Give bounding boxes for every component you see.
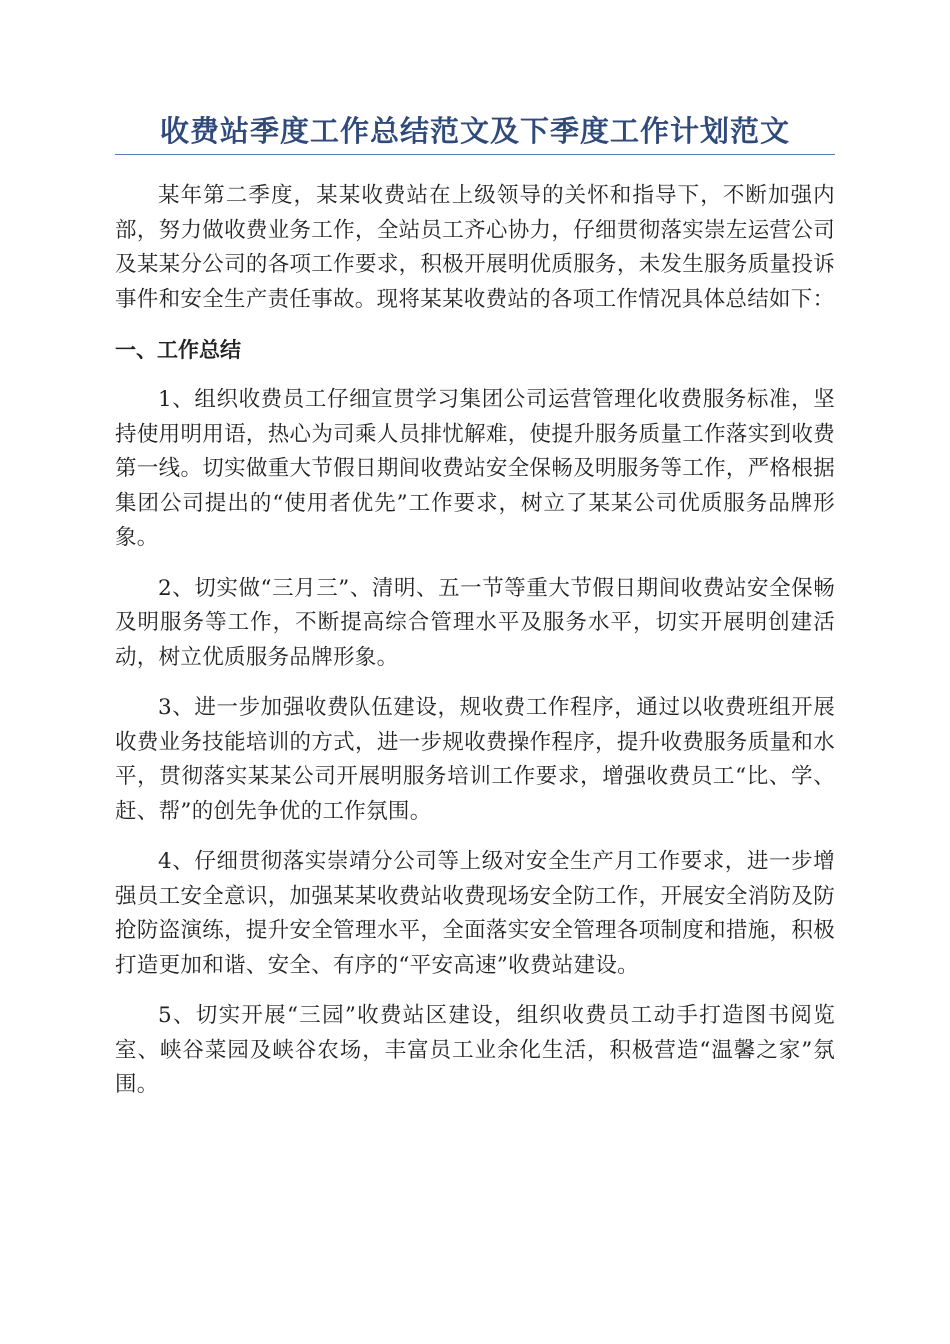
- list-item: 2、切实做“三月三”、清明、五一节等重大节假日期间收费站安全保畅及明服务等工作，不断提高综合管理水平及服务水平，切实开展明创建活动，树立优质服务品牌形象。: [115, 575, 835, 670]
- list-item: 5、切实开展“三园”收费站区建设，组织收费员工动手打造图书阅览室、峡谷菜园及峡谷农场，丰富员工业余化生活，积极营造“温馨之家”氛围。: [115, 1003, 835, 1097]
- document-page: [115, 112, 835, 1103]
- document-title: 收费站季度工作总结范文及下季度工作计划范文: [115, 112, 835, 155]
- intro-paragraph: 某年第二季度，某某收费站在上级领导的关怀和指导下，不断加强内部，努力做收费业务工作，全站员工齐心协力，仔细贯彻落实崇左运营公司及某某分公司的各项工作要求，积极开展明优质服务，未发生服务质量投诉事件和安全生产责任事故。现将某某收费站的各项工作情况具体总结如下：: [115, 183, 835, 312]
- list-item: 3、进一步加强收费队伍建设，规收费工作程序，通过以收费班组开展收费业务技能培训的方式，进一步规收费操作程序，提升收费服务质量和水平，贯彻落实某某公司开展明服务培训工作要求，增强收费员工“比、学、赶、帮”的创先争优的工作氛围。: [115, 695, 835, 824]
- section-heading: 一、工作总结: [115, 338, 241, 362]
- list-item: 1、组织收费员工仔细宣贯学习集团公司运营管理化收费服务标准，坚持使用明用语，热心为司乘人员排忧解难，使提升服务质量工作落实到收费第一线。切实做重大节假日期间收费站安全保畅及明服务等工作，严格根据集团公司提出的“使用者优先”工作要求，树立了某某公司优质服务品牌形象。: [115, 387, 835, 550]
- list-item: 4、仔细贯彻落实崇靖分公司等上级对安全生产月工作要求，进一步增强员工安全意识，加强某某收费站收费现场安全防工作，开展安全消防及防抢防盗演练，提升安全管理水平，全面落实安全管理各项制度和措施，积极打造更加和谐、安全、有序的“平安高速”收费站建设。: [115, 849, 835, 978]
